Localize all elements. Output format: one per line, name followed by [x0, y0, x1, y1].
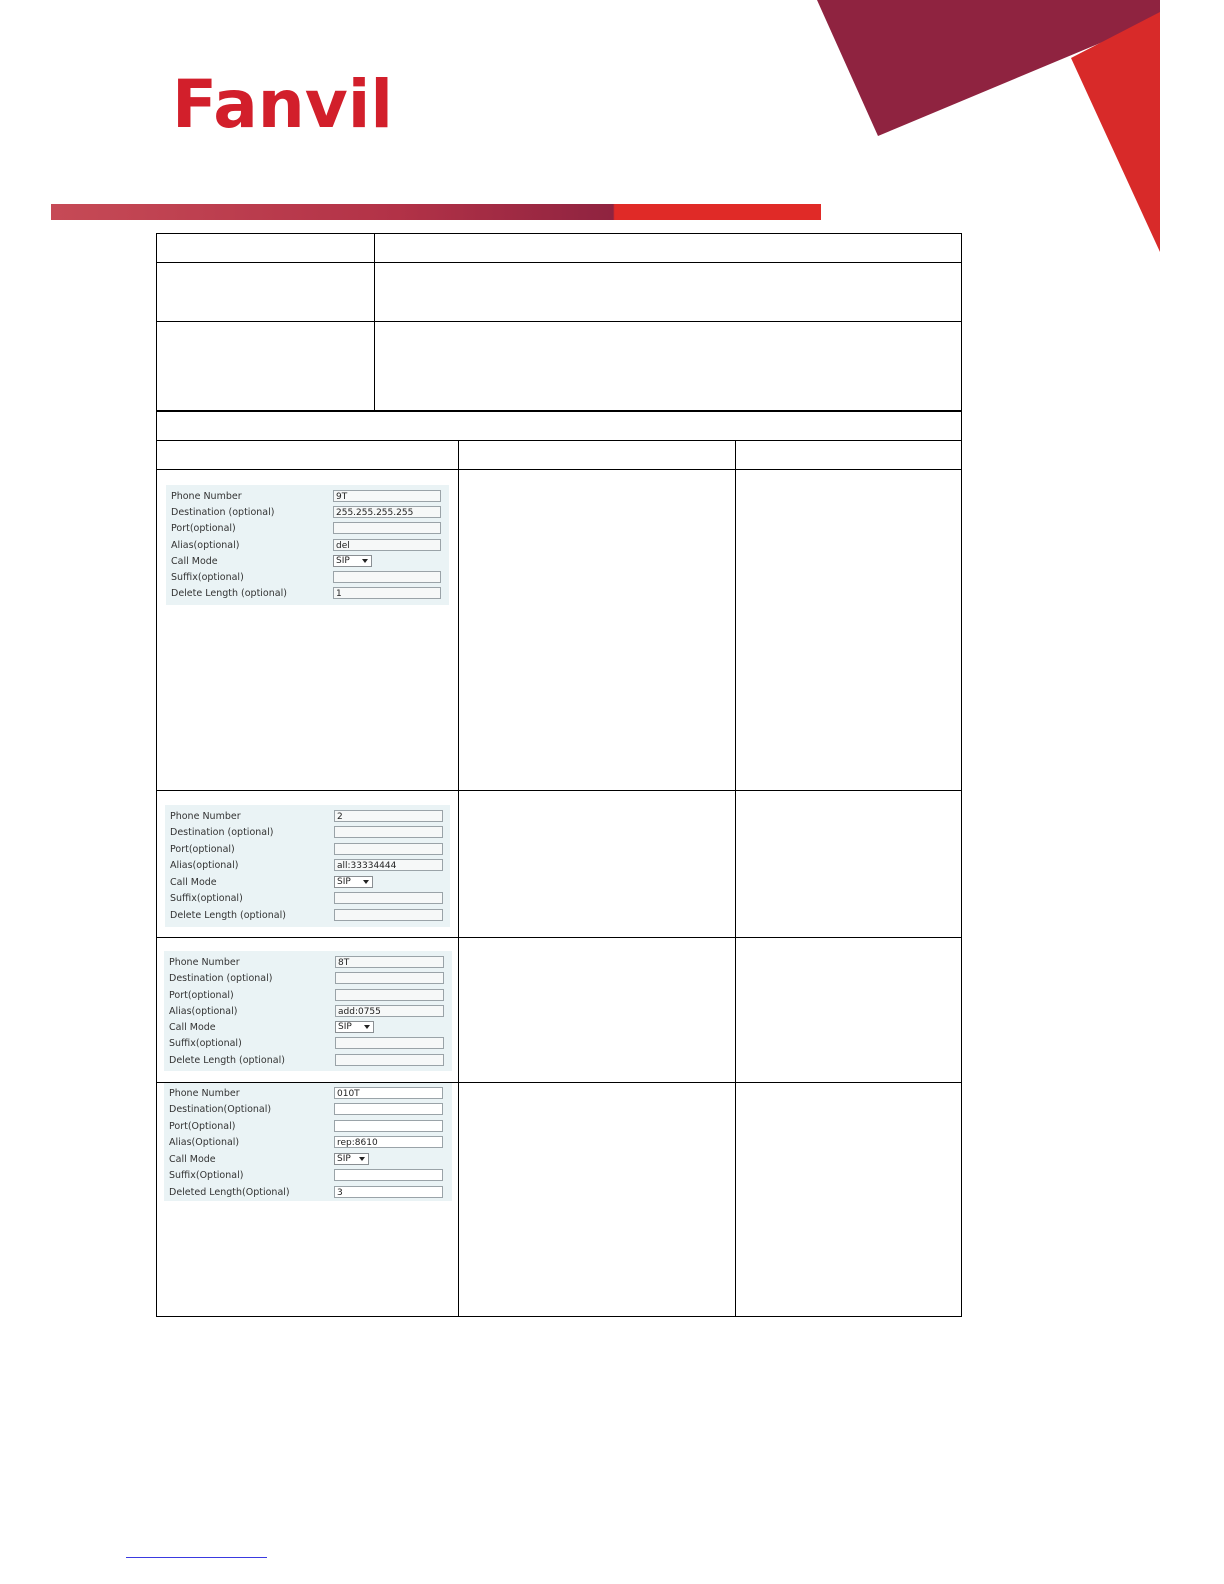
field-label: Delete Length (optional) — [170, 910, 286, 921]
field-label: Call Mode — [169, 1154, 216, 1165]
table-border-left — [156, 233, 157, 1317]
field-row — [165, 858, 450, 874]
row-divider — [156, 440, 962, 441]
call-mode-value: SIP — [337, 877, 351, 887]
field-label: Call Mode — [171, 556, 218, 567]
chevron-down-icon — [364, 1025, 370, 1029]
call-mode-select[interactable] — [334, 876, 373, 888]
settings-panel — [164, 1083, 452, 1201]
field-label: Alias(optional) — [169, 1006, 238, 1017]
field-row — [165, 842, 450, 858]
call-mode-value: SIP — [336, 556, 350, 566]
field-label: Alias(optional) — [171, 540, 240, 551]
fanvil-logo: Fanvil — [172, 66, 394, 143]
col-divider — [458, 440, 459, 1317]
field-label: Destination (optional) — [169, 973, 273, 984]
field-label: Call Mode — [169, 1022, 216, 1033]
field-row — [166, 586, 449, 602]
row-divider — [156, 410, 962, 412]
field-row — [165, 875, 450, 891]
destination-input[interactable]: 255.255.255.255 — [333, 506, 441, 518]
row-divider — [156, 469, 962, 470]
port-input[interactable] — [335, 989, 444, 1001]
col-divider — [374, 233, 375, 411]
field-label: Phone Number — [171, 491, 242, 502]
row-divider — [156, 937, 962, 938]
table-border-right — [961, 233, 962, 1317]
field-label: Phone Number — [169, 957, 240, 968]
suffix-input[interactable] — [334, 892, 443, 904]
field-label: Port(Optional) — [169, 1121, 236, 1132]
delete-length-input[interactable] — [335, 1054, 444, 1066]
call-mode-select[interactable] — [334, 1153, 369, 1165]
field-label: Suffix(Optional) — [169, 1170, 244, 1181]
field-row — [164, 1036, 452, 1052]
row-divider — [156, 321, 962, 322]
phone-number-input[interactable]: 8T — [335, 956, 444, 968]
field-label: Suffix(optional) — [171, 572, 244, 583]
row-divider — [156, 790, 962, 791]
port-input[interactable] — [334, 1120, 443, 1132]
phone-number-input[interactable]: 010T — [334, 1087, 443, 1099]
field-row — [164, 1020, 452, 1036]
settings-panel — [166, 485, 449, 605]
alias-input[interactable]: rep:8610 — [334, 1136, 443, 1148]
settings-panel — [165, 805, 450, 927]
field-row — [164, 1168, 452, 1184]
col-divider — [735, 440, 736, 1317]
call-mode-value: SIP — [337, 1154, 351, 1164]
field-label: Destination(Optional) — [169, 1104, 272, 1115]
deleted-length-input[interactable]: 3 — [334, 1186, 443, 1198]
suffix-input[interactable] — [334, 1169, 443, 1181]
port-input[interactable] — [334, 843, 443, 855]
alias-input[interactable]: all:33334444 — [334, 859, 443, 871]
field-row — [164, 1119, 452, 1135]
field-label: Destination (optional) — [170, 827, 274, 838]
chevron-down-icon — [359, 1157, 365, 1161]
chevron-down-icon — [362, 559, 368, 563]
field-row — [164, 1185, 452, 1201]
field-label: Suffix(optional) — [170, 893, 243, 904]
table-border-bottom — [156, 1316, 962, 1317]
suffix-input[interactable] — [335, 1037, 444, 1049]
field-label: Deleted Length(Optional) — [169, 1187, 290, 1198]
field-label: Alias(Optional) — [169, 1137, 240, 1148]
field-row — [165, 825, 450, 841]
field-row — [164, 1135, 452, 1151]
field-label: Port(optional) — [171, 523, 236, 534]
field-label: Port(optional) — [169, 990, 234, 1001]
field-row — [164, 988, 452, 1004]
call-mode-select[interactable] — [333, 555, 372, 567]
field-row — [164, 1152, 452, 1168]
field-row — [164, 971, 452, 987]
phone-number-input[interactable]: 9T — [333, 490, 441, 502]
call-mode-select[interactable] — [335, 1021, 374, 1033]
field-label: Call Mode — [170, 877, 217, 888]
call-mode-value: SIP — [338, 1022, 352, 1032]
field-row — [166, 489, 449, 505]
field-label: Destination (optional) — [171, 507, 275, 518]
field-label: Alias(optional) — [170, 860, 239, 871]
destination-input[interactable] — [334, 826, 443, 838]
field-label: Suffix(optional) — [169, 1038, 242, 1049]
settings-panel — [164, 951, 452, 1071]
field-row — [166, 570, 449, 586]
field-label: Port(optional) — [170, 844, 235, 855]
field-row — [164, 1102, 452, 1118]
field-row — [166, 505, 449, 521]
field-label: Phone Number — [169, 1088, 240, 1099]
alias-input[interactable]: del — [333, 539, 441, 551]
suffix-input[interactable] — [333, 571, 441, 583]
field-row — [165, 891, 450, 907]
delete-length-input[interactable]: 1 — [333, 587, 441, 599]
footer-link-underline[interactable] — [126, 1557, 267, 1558]
field-label: Delete Length (optional) — [169, 1055, 285, 1066]
port-input[interactable] — [333, 522, 441, 534]
field-row — [165, 809, 450, 825]
destination-input[interactable] — [334, 1103, 443, 1115]
field-row — [165, 908, 450, 924]
field-row — [164, 1053, 452, 1069]
field-label: Delete Length (optional) — [171, 588, 287, 599]
chevron-down-icon — [363, 880, 369, 884]
field-row — [164, 1086, 452, 1102]
row-divider — [156, 262, 962, 263]
field-row — [166, 554, 449, 570]
header-bar — [51, 204, 821, 220]
phone-number-input[interactable]: 2 — [334, 810, 443, 822]
field-row — [164, 1004, 452, 1020]
field-row — [166, 521, 449, 537]
field-label: Phone Number — [170, 811, 241, 822]
field-row — [166, 538, 449, 554]
table-border-top — [156, 233, 962, 234]
delete-length-input[interactable] — [334, 909, 443, 921]
alias-input[interactable]: add:0755 — [335, 1005, 444, 1017]
field-row — [164, 955, 452, 971]
destination-input[interactable] — [335, 972, 444, 984]
